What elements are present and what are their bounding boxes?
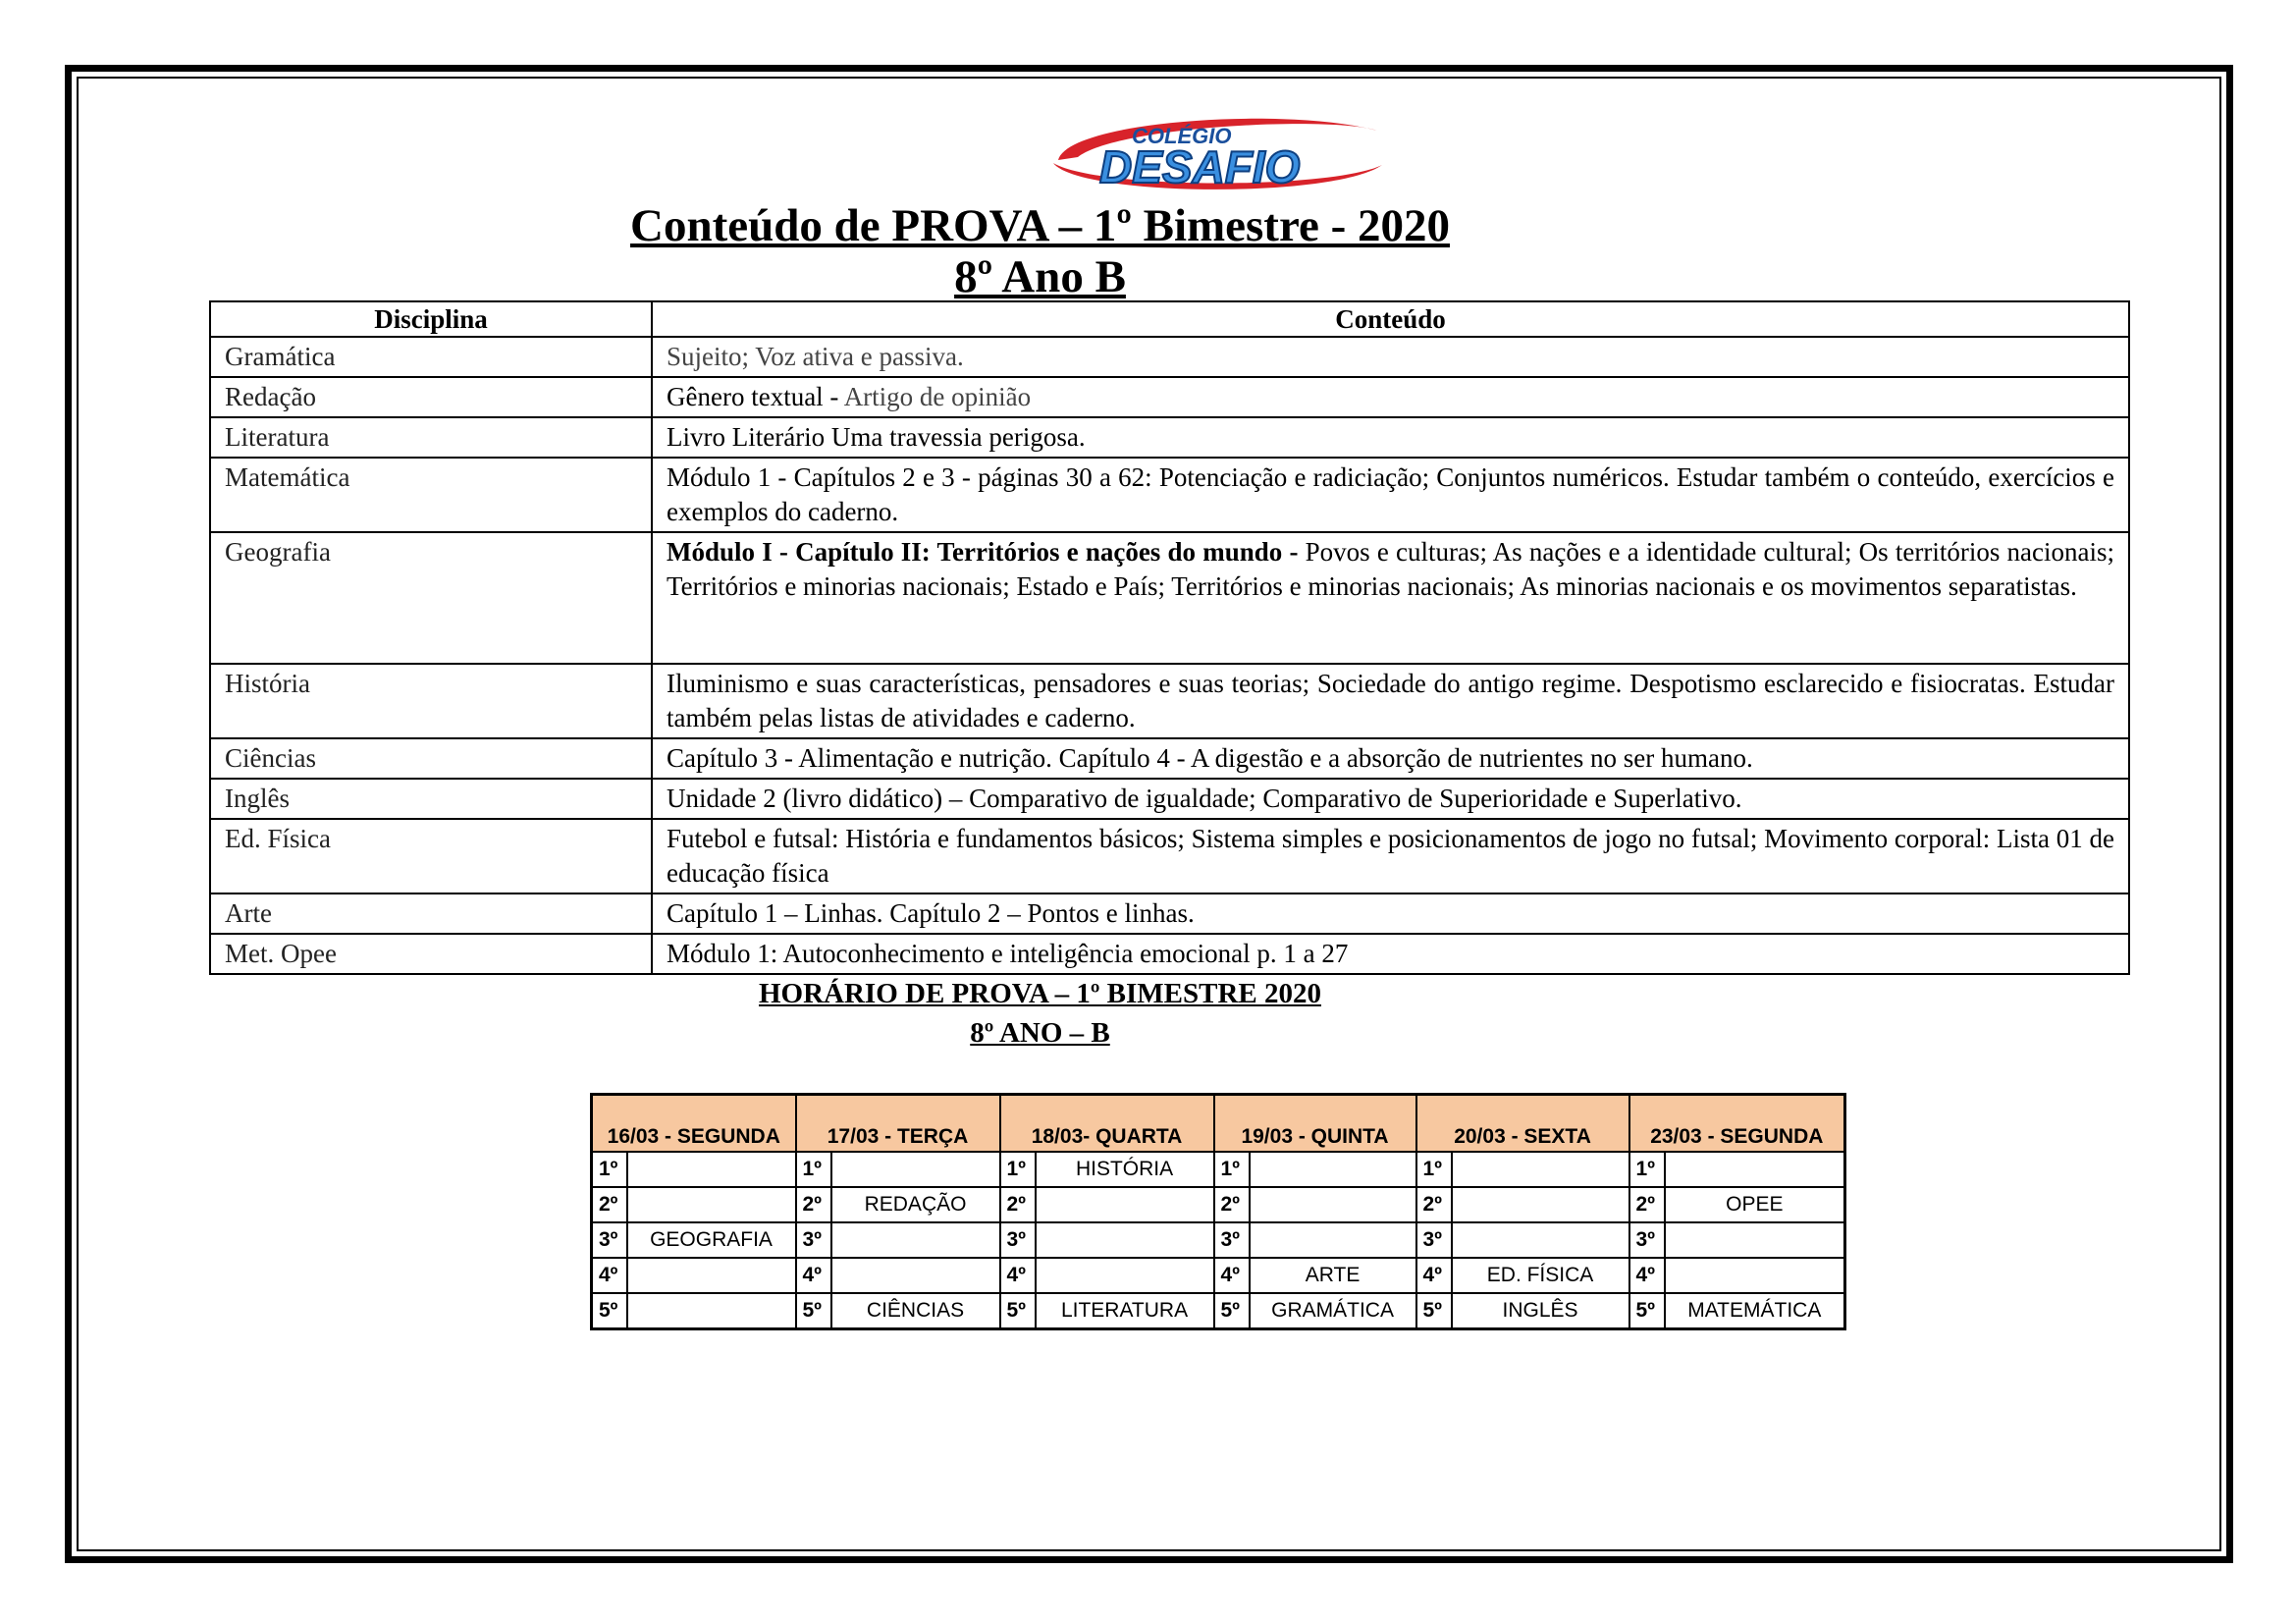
period-number: 4º	[1629, 1258, 1665, 1293]
page-subtitle: 8º Ano B	[954, 251, 1126, 302]
period-number: 3º	[1629, 1222, 1665, 1258]
exam-subject-cell	[1036, 1222, 1214, 1258]
exam-subject-cell	[831, 1258, 1000, 1293]
discipline-cell: Geografia	[210, 532, 652, 664]
schedule-row	[592, 1293, 1845, 1329]
content-table-header	[210, 301, 2129, 337]
content-cell: Iluminismo e suas características, pensadores e suas teorias; Sociedade do antigo regime. Despotismo esclarecido e fisiocratas. Estudar também pelas listas de atividades e caderno.	[652, 664, 2129, 738]
exam-subject-cell: GEOGRAFIA	[627, 1222, 796, 1258]
day-header: 20/03 - SEXTA	[1416, 1095, 1629, 1153]
exam-subject-cell	[1250, 1187, 1416, 1222]
discipline-cell: Ciências	[210, 738, 652, 779]
exam-subject-cell	[1452, 1152, 1629, 1187]
table-row	[210, 738, 2129, 779]
exam-subject-cell	[1665, 1152, 1845, 1187]
exam-subject-cell	[627, 1187, 796, 1222]
exam-subject-cell: LITERATURA	[1036, 1293, 1214, 1329]
exam-subject-cell	[1250, 1152, 1416, 1187]
period-number: 1º	[796, 1152, 831, 1187]
period-number: 3º	[1416, 1222, 1452, 1258]
exam-subject-cell: CIÊNCIAS	[831, 1293, 1000, 1329]
period-number: 5º	[1000, 1293, 1036, 1329]
exam-subject-cell	[1452, 1187, 1629, 1222]
content-cell: Módulo 1 - Capítulos 2 e 3 - páginas 30 a 62: Potenciação e radiciação; Conjuntos numéricos. Estudar também o conteúdo, exercícios e exemplos do caderno.	[652, 458, 2129, 532]
schedule-table	[590, 1093, 1846, 1330]
content-cell: Capítulo 3 - Alimentação e nutrição. Capítulo 4 - A digestão e a absorção de nutrientes no ser humano.	[652, 738, 2129, 779]
content-cell: Capítulo 1 – Linhas. Capítulo 2 – Pontos e linhas.	[652, 893, 2129, 934]
day-header: 18/03- QUARTA	[1000, 1095, 1214, 1153]
period-number: 4º	[796, 1258, 831, 1293]
period-number: 3º	[1000, 1222, 1036, 1258]
exam-subject-cell: INGLÊS	[1452, 1293, 1629, 1329]
schedule-title: HORÁRIO DE PROVA – 1º BIMESTRE 2020	[758, 978, 1321, 1009]
header-content: Conteúdo	[652, 301, 2129, 337]
exam-subject-cell	[627, 1152, 796, 1187]
content-text-bold: Módulo I - Capítulo II: Territórios e nações do mundo -	[667, 537, 1306, 567]
exam-subject-cell: OPEE	[1665, 1187, 1845, 1222]
exam-subject-cell	[1452, 1222, 1629, 1258]
period-number: 2º	[1629, 1187, 1665, 1222]
exam-subject-cell	[627, 1258, 796, 1293]
exam-subject-cell: GRAMÁTICA	[1250, 1293, 1416, 1329]
exam-subject-cell: ARTE	[1250, 1258, 1416, 1293]
content-cell: Unidade 2 (livro didático) – Comparativo de igualdade; Comparativo de Superioridade e Superlativo.	[652, 779, 2129, 819]
schedule-row	[592, 1152, 1845, 1187]
discipline-cell: Gramática	[210, 337, 652, 377]
period-number: 5º	[592, 1293, 627, 1329]
day-header: 23/03 - SEGUNDA	[1629, 1095, 1845, 1153]
day-header: 16/03 - SEGUNDA	[592, 1095, 796, 1153]
period-number: 4º	[592, 1258, 627, 1293]
exam-subject-cell	[831, 1152, 1000, 1187]
exam-subject-cell	[1665, 1222, 1845, 1258]
exam-subject-cell: ED. FÍSICA	[1452, 1258, 1629, 1293]
schedule-header-row	[592, 1095, 1845, 1153]
discipline-cell: Arte	[210, 893, 652, 934]
content-table	[209, 300, 2130, 975]
day-header: 17/03 - TERÇA	[796, 1095, 1000, 1153]
period-number: 1º	[1000, 1152, 1036, 1187]
period-number: 3º	[592, 1222, 627, 1258]
discipline-cell: História	[210, 664, 652, 738]
logo-line2: DESAFIO	[1099, 141, 1301, 192]
period-number: 1º	[1214, 1152, 1250, 1187]
discipline-cell: Literatura	[210, 417, 652, 458]
schedule-row	[592, 1187, 1845, 1222]
discipline-cell: Redação	[210, 377, 652, 417]
header-discipline: Disciplina	[210, 301, 652, 337]
exam-subject-cell	[1036, 1258, 1214, 1293]
exam-subject-cell: REDAÇÃO	[831, 1187, 1000, 1222]
discipline-cell: Met. Opee	[210, 934, 652, 974]
exam-subject-cell	[1250, 1222, 1416, 1258]
content-cell	[652, 377, 2129, 417]
schedule-row	[592, 1222, 1845, 1258]
period-number: 4º	[1416, 1258, 1452, 1293]
table-row	[210, 417, 2129, 458]
page-title: Conteúdo de PROVA – 1º Bimestre - 2020	[630, 200, 1450, 251]
school-logo-image	[1039, 106, 1392, 199]
table-row	[210, 337, 2129, 377]
content-cell: Sujeito; Voz ativa e passiva.	[652, 337, 2129, 377]
period-number: 1º	[1629, 1152, 1665, 1187]
period-number: 4º	[1214, 1258, 1250, 1293]
exam-subject-cell: MATEMÁTICA	[1665, 1293, 1845, 1329]
table-row	[210, 779, 2129, 819]
period-number: 2º	[796, 1187, 831, 1222]
period-number: 3º	[796, 1222, 831, 1258]
period-number: 1º	[592, 1152, 627, 1187]
content-text: Gênero textual -	[667, 382, 844, 411]
period-number: 5º	[1629, 1293, 1665, 1329]
exam-subject-cell: HISTÓRIA	[1036, 1152, 1214, 1187]
discipline-cell: Ed. Física	[210, 819, 652, 893]
day-header: 19/03 - QUINTA	[1214, 1095, 1416, 1153]
period-number: 3º	[1214, 1222, 1250, 1258]
discipline-cell: Inglês	[210, 779, 652, 819]
period-number: 1º	[1416, 1152, 1452, 1187]
period-number: 5º	[1214, 1293, 1250, 1329]
table-row	[210, 458, 2129, 532]
schedule-subtitle: 8º ANO – B	[970, 1017, 1110, 1049]
exam-subject-cell	[1665, 1258, 1845, 1293]
content-text: Artigo de opinião	[843, 382, 1032, 411]
exam-subject-cell	[1036, 1187, 1214, 1222]
content-text: Povos e culturas; As nações e a identidade cultural; Os territórios nacionais; Territórios e minorias nacionais; Estado e País; Territórios e minorias nacionais; As minorias nacionais e os movimentos separatistas.	[667, 537, 2114, 601]
table-row	[210, 819, 2129, 893]
discipline-cell: Matemática	[210, 458, 652, 532]
table-row	[210, 934, 2129, 974]
period-number: 4º	[1000, 1258, 1036, 1293]
period-number: 5º	[1416, 1293, 1452, 1329]
schedule-row	[592, 1258, 1845, 1293]
table-row	[210, 893, 2129, 934]
period-number: 2º	[1416, 1187, 1452, 1222]
exam-subject-cell	[831, 1222, 1000, 1258]
exam-subject-cell	[627, 1293, 796, 1329]
period-number: 2º	[1214, 1187, 1250, 1222]
content-cell: Módulo 1: Autoconhecimento e inteligência emocional p. 1 a 27	[652, 934, 2129, 974]
content-cell	[652, 532, 2129, 664]
period-number: 5º	[796, 1293, 831, 1329]
period-number: 2º	[592, 1187, 627, 1222]
content-cell: Futebol e futsal: História e fundamentos básicos; Sistema simples e posicionamentos de jogo no futsal; Movimento corporal: Lista 01 de educação física	[652, 819, 2129, 893]
content-cell: Livro Literário Uma travessia perigosa.	[652, 417, 2129, 458]
period-number: 2º	[1000, 1187, 1036, 1222]
table-row	[210, 377, 2129, 417]
school-logo	[1039, 106, 1392, 199]
table-row	[210, 664, 2129, 738]
table-row	[210, 532, 2129, 664]
logo-line1: COLÉGIO	[1132, 124, 1232, 148]
